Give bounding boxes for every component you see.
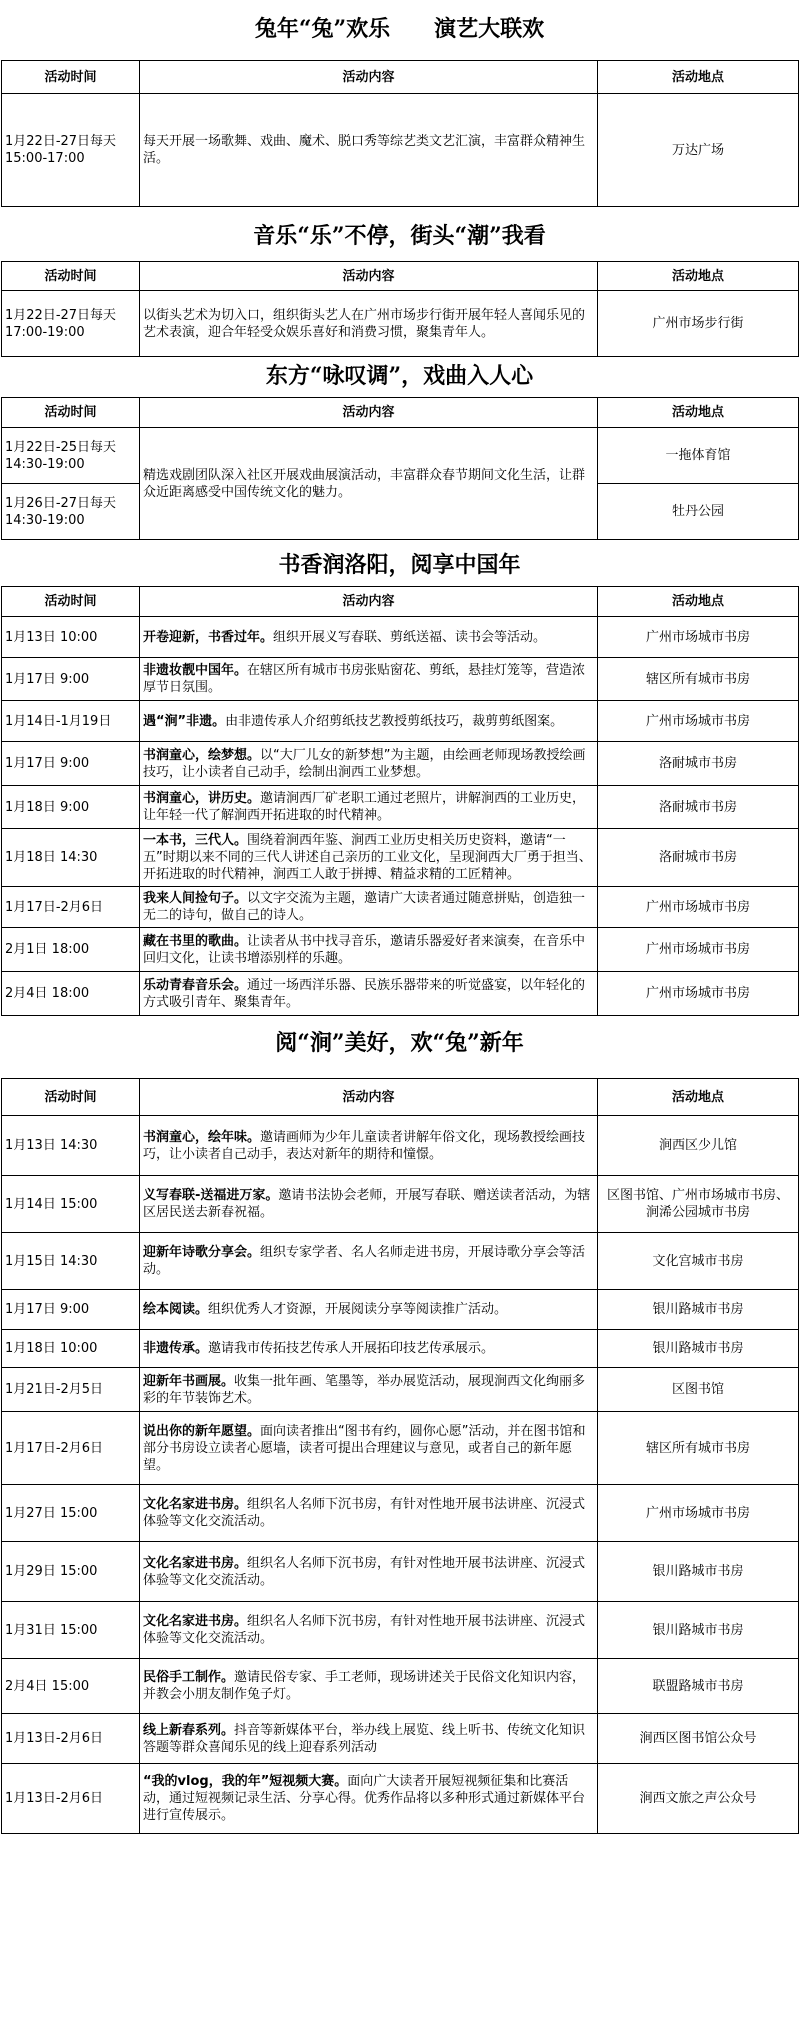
activity-name: 非遗传承。 — [143, 1341, 209, 1356]
activity-description: 抖音等新媒体平台，举办线上展览、线上听书、传统文化知识答题等群众喜闻乐见的线上迎春系列活动 — [143, 1722, 586, 1755]
header-time: 活动时间 — [2, 398, 140, 428]
table-row — [2, 786, 799, 829]
header-place: 活动地点 — [598, 398, 799, 428]
row-content — [140, 1714, 598, 1764]
activity-name: 书润童心，绘年味。 — [143, 1129, 261, 1145]
activity-description: 围绕着涧西年鉴、涧西工业历史相关历史资料，邀请“一五”时期以来不同的三代人讲述自己亲历的工业文化，呈现涧西大厂勇于担当、开拓进取的时代精神，涧西工人敢于拼搏、精益求精的工匠精神。 — [143, 833, 592, 882]
row-time: 1月17日 9:00 — [2, 658, 140, 701]
row-place: 银川路城市书房 — [598, 1290, 799, 1330]
activity-description: 由非遗传承人介绍剪纸技艺教授剪纸技巧，裁剪剪纸图案。 — [225, 713, 564, 729]
row-content — [140, 1764, 598, 1834]
header-content: 活动内容 — [140, 262, 598, 291]
section-title-1: 兔年“兔”欢乐 演艺大联欢 — [254, 16, 545, 42]
table-row — [2, 1714, 799, 1764]
row-time: 1月22日-27日每天15:00-17:00 — [2, 94, 140, 207]
section-title-2: 音乐“乐”不停，街头“潮”我看 — [253, 223, 546, 249]
activity-description: 邀请画师为少年儿童读者讲解年俗文化，现场教授绘画技巧，让小读者自己动手，表达对新年的期待和憧憬。 — [143, 1129, 586, 1162]
row-place: 联盟路城市书房 — [598, 1659, 799, 1714]
table-row — [2, 1368, 799, 1412]
row-content: 以街头艺术为切入口，组织街头艺人在广州市场步行街开展年轻人喜闻乐见的艺术表演，迎合年轻受众娱乐喜好和消费习惯，聚集青年人。 — [140, 291, 598, 357]
row-content — [140, 972, 598, 1016]
row-content: 精选戏剧团队深入社区开展戏曲展演活动，丰富群众春节期间文化生活，让群众近距离感受中国传统文化的魅力。 — [140, 428, 598, 540]
activity-name: 我来人间捡句子。 — [143, 891, 248, 906]
table-row — [2, 1290, 799, 1330]
row-content — [140, 829, 598, 887]
activity-name: 一本书，三代人。 — [143, 833, 248, 848]
row-content — [140, 1659, 598, 1714]
row-content — [140, 887, 598, 928]
activity-name: 遇“涧”非遗。 — [143, 713, 226, 729]
row-place: 广州市场步行街 — [598, 291, 799, 357]
row-time: 1月14日-1月19日 — [2, 701, 140, 742]
activity-name: 绘本阅读。 — [143, 1302, 209, 1317]
row-place: 涧西区少儿馆 — [598, 1116, 799, 1176]
activity-name: 开卷迎新，书香过年。 — [143, 629, 274, 645]
table-row — [2, 742, 799, 786]
header-place: 活动地点 — [598, 587, 799, 617]
row-place: 洛耐城市书房 — [598, 742, 799, 786]
row-place: 文化宫城市书房 — [598, 1233, 799, 1290]
table-row — [2, 701, 799, 742]
row-content — [140, 1602, 598, 1659]
table-row — [2, 658, 799, 701]
activity-name: 民俗手工制作。 — [143, 1670, 235, 1685]
row-place: 涧西文旅之声公众号 — [598, 1764, 799, 1834]
activity-description: 面向读者推出“图书有约，圆你心愿”活动，并在图书馆和部分书房设立读者心愿墙，读者可提出合理建议与意见，或者自己的新年愿望。 — [143, 1423, 586, 1473]
row-content: 每天开展一场歌舞、戏曲、魔术、脱口秀等综艺类文艺汇演，丰富群众精神生活。 — [140, 94, 598, 207]
activity-description: 组织名人名师下沉书房，有针对性地开展书法讲座、沉浸式体验等文化交流活动。 — [143, 1555, 586, 1588]
activity-description: 让读者从书中找寻音乐，邀请乐器爱好者来演奏，在音乐中回归文化，让读书增添别样的乐趣。 — [143, 933, 586, 966]
row-place: 银川路城市书房 — [598, 1542, 799, 1602]
row-content — [140, 928, 598, 972]
row-content — [140, 1116, 598, 1176]
row-content — [140, 617, 598, 658]
row-place: 牡丹公园 — [598, 484, 799, 540]
activity-name: 文化名家进书房。 — [143, 1497, 248, 1512]
header-time: 活动时间 — [2, 587, 140, 617]
table-row — [2, 1602, 799, 1659]
activity-name: 迎新年书画展。 — [143, 1373, 235, 1389]
header-content: 活动内容 — [140, 587, 598, 617]
table-row — [2, 1233, 799, 1290]
row-content — [140, 1542, 598, 1602]
row-place: 广州市场城市书房 — [598, 972, 799, 1016]
row-time: 1月13日 14:30 — [2, 1116, 140, 1176]
row-content — [140, 1290, 598, 1330]
activity-description: 以“大厂儿女的新梦想”为主题，由绘画老师现场教授绘画技巧，让小读者自己动手，绘制出涧西工业梦想。 — [143, 747, 586, 780]
activity-description: 邀请民俗专家、手工老师，现场讲述关于民俗文化知识内容，并教会小朋友制作兔子灯。 — [143, 1670, 586, 1702]
row-time: 1月17日-2月6日 — [2, 1412, 140, 1485]
row-time: 1月13日 10:00 — [2, 617, 140, 658]
row-time: 1月17日-2月6日 — [2, 887, 140, 928]
header-content: 活动内容 — [140, 61, 598, 94]
header-content: 活动内容 — [140, 398, 598, 428]
header-time: 活动时间 — [2, 61, 140, 94]
row-time: 1月26日-27日每天14:30-19:00 — [2, 484, 140, 540]
row-content — [140, 658, 598, 701]
activity-description: 组织名人名师下沉书房，有针对性地开展书法讲座、沉浸式体验等文化交流活动。 — [143, 1497, 586, 1529]
table-row — [2, 887, 799, 928]
activity-name: 藏在书里的歌曲。 — [143, 933, 248, 949]
row-place: 辖区所有城市书房 — [598, 1412, 799, 1485]
row-time: 1月14日 15:00 — [2, 1176, 140, 1233]
table-row — [2, 972, 799, 1016]
activity-name: 说出你的新年愿望。 — [143, 1423, 261, 1439]
header-time: 活动时间 — [2, 262, 140, 291]
activity-name: 迎新年诗歌分享会。 — [143, 1245, 261, 1260]
row-content — [140, 1330, 598, 1368]
table-row — [2, 94, 799, 207]
row-place: 广州市场城市书房 — [598, 887, 799, 928]
activity-description: 在辖区所有城市书房张贴窗花、剪纸，悬挂灯笼等，营造浓厚节日氛围。 — [143, 663, 586, 695]
table-row — [2, 928, 799, 972]
row-place: 洛耐城市书房 — [598, 786, 799, 829]
table-row — [2, 1764, 799, 1834]
row-time: 2月4日 15:00 — [2, 1659, 140, 1714]
table-row — [2, 428, 799, 484]
table-row — [2, 1485, 799, 1542]
row-time: 1月15日 14:30 — [2, 1233, 140, 1290]
activity-name: 文化名家进书房。 — [143, 1614, 248, 1629]
table-row — [2, 1116, 799, 1176]
activity-name: 非遗妆靓中国年。 — [143, 663, 248, 678]
row-place: 一拖体育馆 — [598, 428, 799, 484]
row-place: 广州市场城市书房 — [598, 1485, 799, 1542]
row-time: 1月13日-2月6日 — [2, 1714, 140, 1764]
row-time: 1月18日 9:00 — [2, 786, 140, 829]
row-place: 广州市场城市书房 — [598, 617, 799, 658]
row-content — [140, 1233, 598, 1290]
row-time: 1月18日 14:30 — [2, 829, 140, 887]
row-place: 银川路城市书房 — [598, 1602, 799, 1659]
table-row — [2, 829, 799, 887]
table-row — [2, 1176, 799, 1233]
activity-description: 邀请涧西厂矿老职工通过老照片，讲解涧西的工业历史，让年轻一代了解涧西开拓进取的时代精神。 — [143, 791, 586, 823]
row-place: 辖区所有城市书房 — [598, 658, 799, 701]
header-place: 活动地点 — [598, 262, 799, 291]
header-place: 活动地点 — [598, 1079, 799, 1116]
table-row — [2, 1542, 799, 1602]
row-time: 1月27日 15:00 — [2, 1485, 140, 1542]
section-title-5: 阅“涧”美好，欢“兔”新年 — [275, 1030, 524, 1056]
activity-name: 书润童心，绘梦想。 — [143, 747, 261, 763]
row-time: 2月4日 18:00 — [2, 972, 140, 1016]
row-content — [140, 1368, 598, 1412]
table-row — [2, 1412, 799, 1485]
activity-description: 以文字交流为主题，邀请广大读者通过随意拼贴，创造独一无二的诗句，做自己的诗人。 — [143, 891, 586, 923]
row-time: 1月13日-2月6日 — [2, 1764, 140, 1834]
activity-description: 组织专家学者、名人名师走进书房，开展诗歌分享会等活动。 — [143, 1245, 586, 1277]
row-time: 1月21日-2月5日 — [2, 1368, 140, 1412]
row-place: 银川路城市书房 — [598, 1330, 799, 1368]
row-place: 万达广场 — [598, 94, 799, 207]
row-time: 1月17日 9:00 — [2, 742, 140, 786]
row-place: 区图书馆 — [598, 1368, 799, 1412]
section-table-2 — [1, 261, 799, 357]
activity-name: 文化名家进书房。 — [143, 1555, 248, 1571]
activity-description: 组织名人名师下沉书房，有针对性地开展书法讲座、沉浸式体验等文化交流活动。 — [143, 1614, 586, 1646]
row-content — [140, 1412, 598, 1485]
header-content: 活动内容 — [140, 1079, 598, 1116]
section-table-1 — [1, 60, 799, 207]
section-table-5 — [1, 1078, 799, 1834]
row-time: 2月1日 18:00 — [2, 928, 140, 972]
table-row — [2, 1659, 799, 1714]
section-table-4 — [1, 586, 799, 1016]
row-content — [140, 1176, 598, 1233]
table-row — [2, 1330, 799, 1368]
row-place: 广州市场城市书房 — [598, 701, 799, 742]
row-time: 1月29日 15:00 — [2, 1542, 140, 1602]
row-content — [140, 786, 598, 829]
row-time: 1月31日 15:00 — [2, 1602, 140, 1659]
row-content — [140, 701, 598, 742]
row-content — [140, 742, 598, 786]
table-row — [2, 291, 799, 357]
activity-description: 收集一批年画、笔墨等，举办展览活动，展现涧西文化绚丽多彩的年节装饰艺术。 — [143, 1373, 586, 1406]
activity-description: 通过一场西洋乐器、民族乐器带来的听觉盛宴，以年轻化的方式吸引青年、聚集青年。 — [143, 977, 586, 1010]
activity-description: 邀请我市传拓技艺传承人开展拓印技艺传承展示。 — [208, 1341, 495, 1356]
activity-description: 组织开展义写春联、剪纸送福、读书会等活动。 — [273, 629, 547, 645]
row-time: 1月17日 9:00 — [2, 1290, 140, 1330]
activity-name: 书润童心，讲历史。 — [143, 791, 261, 806]
row-place: 区图书馆、广州市场城市书房、涧浠公园城市书房 — [598, 1176, 799, 1233]
table-row — [2, 617, 799, 658]
row-time: 1月22日-25日每天14:30-19:00 — [2, 428, 140, 484]
row-place: 广州市场城市书房 — [598, 928, 799, 972]
row-content — [140, 1485, 598, 1542]
activity-description: 面向广大读者开展短视频征集和比赛活动，通过短视频记录生活、分享心得。优秀作品将以多种形式通过新媒体平台进行宣传展示。 — [143, 1774, 586, 1823]
header-time: 活动时间 — [2, 1079, 140, 1116]
activity-description: 组织优秀人才资源，开展阅读分享等阅读推广活动。 — [208, 1302, 508, 1317]
activity-description: 邀请书法协会老师，开展写春联、赠送读者活动，为辖区居民送去新春祝福。 — [143, 1188, 591, 1220]
header-place: 活动地点 — [598, 61, 799, 94]
section-table-3 — [1, 397, 799, 540]
row-time: 1月18日 10:00 — [2, 1330, 140, 1368]
row-place: 洛耐城市书房 — [598, 829, 799, 887]
row-place: 涧西区图书馆公众号 — [598, 1714, 799, 1764]
activity-name: “我的vlog，我的年”短视频大赛。 — [143, 1774, 348, 1789]
section-title-4: 书香润洛阳，阅享中国年 — [278, 552, 521, 578]
activity-name: 线上新春系列。 — [143, 1722, 235, 1738]
activity-name: 乐动青春音乐会。 — [143, 977, 248, 993]
activity-name: 义写春联-送福进万家。 — [143, 1188, 279, 1203]
section-title-3: 东方“咏叹调”，戏曲入人心 — [265, 363, 534, 389]
row-time: 1月22日-27日每天17:00-19:00 — [2, 291, 140, 357]
